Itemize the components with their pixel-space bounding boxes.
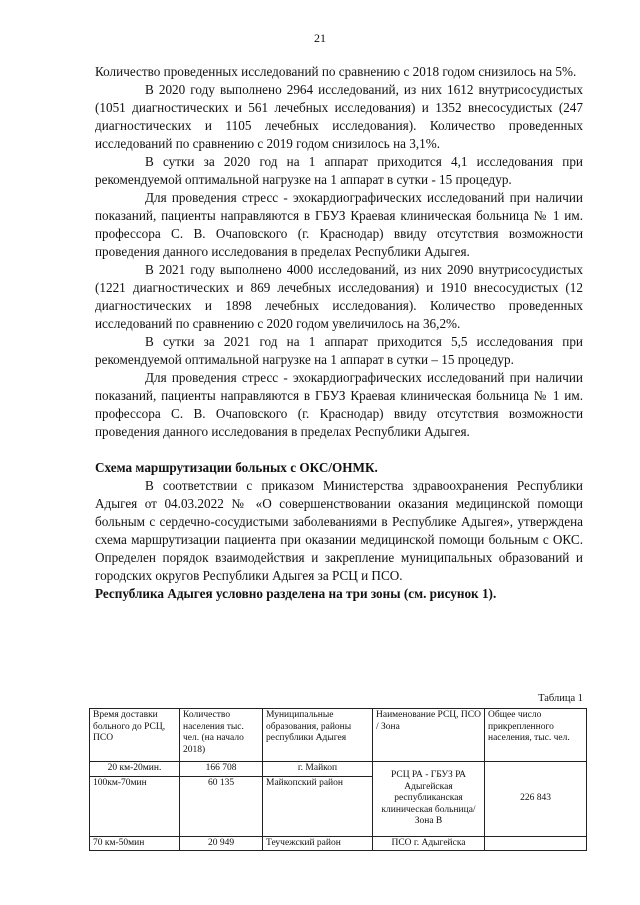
row-total xyxy=(485,836,587,851)
row-population: 166 708 xyxy=(180,762,263,777)
header-delivery-time: Время доставки больного до РСЦ, ПСО xyxy=(90,709,180,762)
row-time: 70 км-50мин xyxy=(90,836,180,851)
header-total-population: Общее число прикрепленного населения, тыс. чел. xyxy=(485,709,587,762)
table-caption: Таблица 1 xyxy=(538,693,583,704)
table-row xyxy=(90,836,587,851)
zone-b-total: 226 843 xyxy=(485,762,587,837)
document-body xyxy=(95,63,583,603)
paragraph-4: Для проведения стресс - эхокардиографических исследований при наличии показаний, пациенты направляются в ГБУЗ Краевая клиническая больница № 1 им. профессора С. В. Очаповского (г. Краснодар) ввиду отсутствия возможности проведения данного исследования в пределах Республики Адыгея. xyxy=(95,190,583,259)
row-district: Теучежский район xyxy=(263,836,373,851)
row-population: 60 135 xyxy=(180,776,263,836)
row-time: 20 км-20мин. xyxy=(90,762,180,777)
paragraph-2: В 2020 году выполнено 2964 исследований, из них 1612 внутрисосудистых (1051 диагностических и 561 лечебных исследования) и 1352 внесосудистых (247 диагностических и 1105 лечебных исследования). Количество проведенных исследований по сравнению с 2019 годом снизилось на 3,1%. xyxy=(95,82,583,151)
row-center: ПСО г. Адыгейска xyxy=(373,836,485,851)
row-population: 20 949 xyxy=(180,836,263,851)
header-district: Муниципальные образования, районы республики Адыгея xyxy=(263,709,373,762)
table-row xyxy=(90,762,587,777)
paragraph-3: В сутки за 2020 год на 1 аппарат приходится 4,1 исследования при рекомендуемой оптимальной нагрузке на 1 аппарат в сутки - 15 процедур. xyxy=(95,154,583,187)
header-population: Количество населения тыс. чел. (на начало 2018) xyxy=(180,709,263,762)
section-heading: Схема маршрутизации больных с ОКС/ОНМК. xyxy=(95,460,378,475)
paragraph-1: Количество проведенных исследований по сравнению с 2018 годом снизилось на 5%. xyxy=(95,64,577,79)
table-header-row xyxy=(90,709,587,762)
row-district: г. Майкоп xyxy=(263,762,373,777)
row-time: 100км-70мин xyxy=(90,776,180,836)
paragraph-6: В сутки за 2021 год на 1 аппарат приходится 5,5 исследования при рекомендуемой оптимальной нагрузке на 1 аппарат в сутки – 15 процедур. xyxy=(95,334,583,367)
paragraph-7: Для проведения стресс - эхокардиографических исследований при наличии показаний, пациенты направляются в ГБУЗ Краевая клиническая больница № 1 им. профессора С. В. Очаповского (г. Краснодар) ввиду отсутствия возможности проведения данного исследования в пределах Республики Адыгея. xyxy=(95,370,583,439)
paragraph-5: В 2021 году выполнено 4000 исследований, из них 2090 внутрисосудистых (1221 диагностических и 869 лечебных исследования) и 1910 внесосудистых (12 диагностических и 1898 лечебных исследования). Количество проведенных исследований по сравнению с 2020 годом увеличилось на 36,2%. xyxy=(95,262,583,331)
zones-statement: Республика Адыгея условно разделена на три зоны (см. рисунок 1). xyxy=(95,586,497,601)
section-paragraph: В соответствии с приказом Министерства здравоохранения Республики Адыгея от 04.03.2022 № «О совершенствовании оказания медицинской помощи больным с сердечно-сосудистыми заболеваниями в Республике Адыгея», утверждена схема маршрутизации пациента при оказании медицинской помощи больным с ОКС. Определен порядок взаимодействия и закрепление муниципальных образований и городских округов Республики Адыгея за РСЦ и ПСО. xyxy=(95,478,583,583)
routing-table xyxy=(89,708,587,851)
page-number: 21 xyxy=(314,31,326,45)
zone-b-center: РСЦ РА - ГБУЗ РА Адыгейская республиканская клиническая больница/ Зона В xyxy=(373,762,485,837)
row-district: Майкопский район xyxy=(263,776,373,836)
header-center-zone: Наименование РСЦ, ПСО / Зона xyxy=(373,709,485,762)
